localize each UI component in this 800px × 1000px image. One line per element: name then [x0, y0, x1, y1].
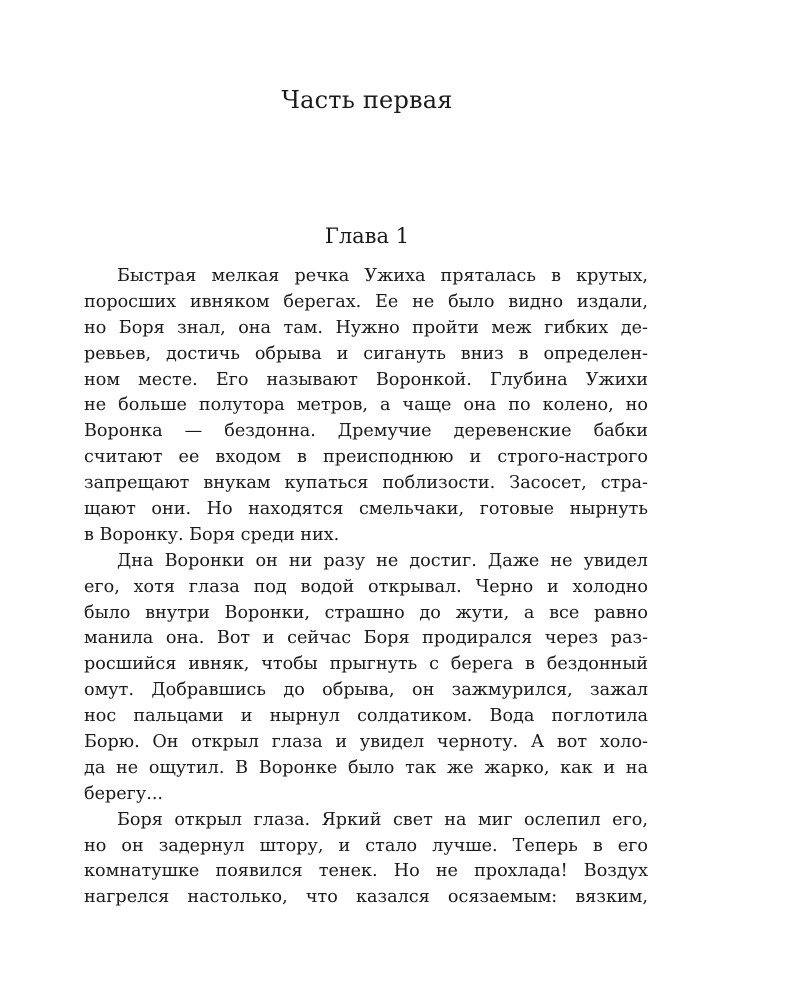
text-line: росшийся ивняк, чтобы прыгнуть с берега в бездонный: [84, 654, 648, 675]
text-line: не больше полутора метров, а чаще она по колено, но: [84, 395, 648, 416]
text-line: Воронка — бездонна. Дремучие деревенские бабки: [84, 421, 648, 442]
text-line: запрещают внукам купаться поблизости. Засосет, стра-: [84, 473, 648, 494]
text-line: да не ощутил. В Воронке было так же жарко, как и на: [84, 757, 648, 778]
text-line: манила она. Вот и сейчас Боря продирался через раз-: [84, 628, 648, 649]
text-line: нагрелся настолько, что казался осязаемым: вязким,: [84, 887, 648, 908]
text-line: его, хотя глаза под водой открывал. Черно и холодно: [84, 576, 648, 597]
paragraph-3: [84, 808, 648, 912]
text-line: ном месте. Его называют Воронкой. Глубина Ужихи: [84, 369, 648, 390]
text-line: поросших ивняком берегах. Ее не было видно издали,: [84, 291, 648, 312]
text-line: считают ее входом в преисподнюю и строго-настрого: [84, 447, 648, 468]
text-line: но он задернул штору, и стало лучше. Теперь в его: [84, 835, 648, 856]
text-line: щают они. Но находятся смельчаки, готовые нырнуть: [84, 499, 648, 520]
text-line: Быстрая мелкая речка Ужиха пряталась в крутых,: [117, 266, 648, 286]
text-line: ревьев, достичь обрыва и сигануть вниз в определен-: [84, 343, 648, 364]
chapter-body: [84, 264, 648, 911]
text-line: но Боря знал, она там. Нужно пройти меж гибких де-: [84, 317, 648, 338]
text-line: Дна Воронки он ни разу не достиг. Даже не увидел: [117, 550, 648, 571]
paragraph-2: [84, 549, 648, 808]
text-line: Боря открыл глаза. Яркий свет на миг ослепил его,: [117, 809, 648, 830]
text-line: омут. Добравшись до обрыва, он зажмурился, зажал: [84, 680, 648, 701]
text-line: Борю. Он открыл глаза и увидел черноту. А вот холо-: [84, 732, 648, 753]
paragraph-1: [84, 264, 648, 549]
text-line: нос пальцами и нырнул солдатиком. Вода поглотила: [84, 706, 648, 727]
text-line: комнатушке появился тенек. Но не прохлада! Воздух: [84, 861, 648, 882]
chapter-title: Глава 1: [324, 224, 410, 248]
part-title: Часть первая: [281, 86, 453, 114]
text-line: было внутри Воронки, страшно до жути, а все равно: [84, 602, 648, 623]
text-line: берегу...: [84, 783, 164, 804]
text-line: в Воронку. Боря среди них.: [84, 524, 340, 545]
